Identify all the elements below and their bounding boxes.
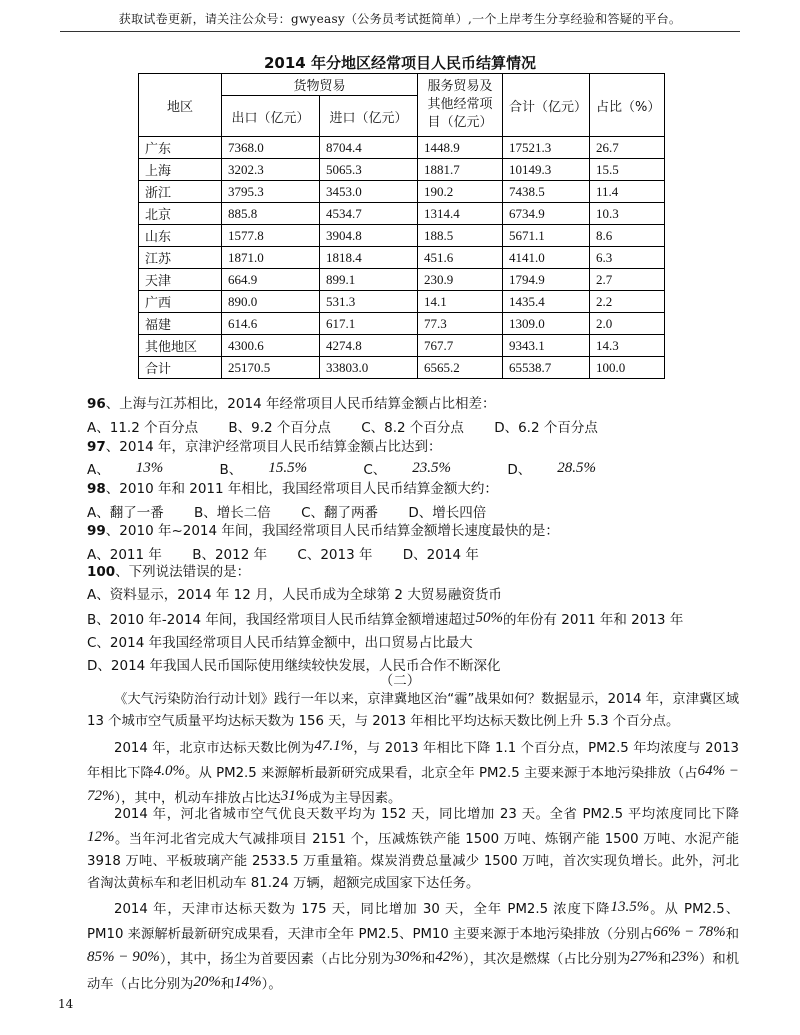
cell-import: 8704.4: [320, 137, 418, 159]
cell-export: 3202.3: [222, 159, 320, 181]
table-row: [139, 313, 665, 335]
table-row: [139, 247, 665, 269]
cell-region: 广东: [139, 137, 222, 159]
table-row: [139, 269, 665, 291]
cell-export: 885.8: [222, 203, 320, 225]
option-a: A、资料显示，2014 年 12 月，人民币成为全球第 2 大贸易融资货币: [87, 587, 502, 603]
question-text: 、上海与江苏相比，2014 年经常项目人民币结算金额占比相差：: [105, 396, 496, 412]
option-d: D、2014 年我国人民币国际使用继续较快发展，人民币合作不断深化: [87, 658, 501, 674]
cell-export: 25170.5: [222, 357, 320, 379]
cell-import: 3453.0: [320, 181, 418, 203]
col-header-total: 合计（亿元）: [503, 74, 590, 137]
table-row: [139, 203, 665, 225]
question-number: 100: [87, 564, 116, 580]
passage-paragraph-1: 《大气污染防治行动计划》践行一年以来，京津冀地区治“霾”战果如何？数据显示，2014 年，京津冀区域 13 个城市空气质量平均达标天数为 156 天，与 2013 年相比平均达标天数比例上升 5.3 个百分点。: [87, 692, 739, 729]
cell-total: 1309.0: [503, 313, 590, 335]
option-c-value: 23.5%: [412, 460, 452, 476]
cell-share: 10.3: [590, 203, 665, 225]
col-header-services: 服务贸易及其他经常项目（亿元）: [418, 74, 503, 137]
page-header-notice: 获取试卷更新，请关注公众号：gwyeasy（公务员考试挺简单）,一个上岸考生分享经验和答疑的平台。: [118, 12, 682, 26]
option-b: B、2012 年: [192, 547, 268, 563]
question-number: 98: [87, 481, 106, 497]
cell-total: 10149.3: [503, 159, 590, 181]
option-d: D、 28.5%: [507, 460, 596, 478]
cell-services: 188.5: [418, 225, 503, 247]
cell-services: 1881.7: [418, 159, 503, 181]
cell-import: 3904.8: [320, 225, 418, 247]
cell-export: 890.0: [222, 291, 320, 313]
cell-share: 2.0: [590, 313, 665, 335]
cell-total: 4141.0: [503, 247, 590, 269]
option-a: A、翻了一番: [87, 505, 164, 521]
table-row: [139, 137, 665, 159]
question-number: 96: [87, 396, 106, 412]
option-d: D、6.2 个百分点: [494, 420, 598, 436]
question-text: 、下列说法错误的是：: [115, 564, 251, 580]
question-text: 、2010 年~2014 年间，我国经常项目人民币结算金额增长速度最快的是：: [105, 523, 559, 539]
question-99: [87, 519, 727, 563]
question-96: [87, 392, 727, 436]
option-a: A、 13%: [87, 460, 164, 478]
cell-total: 1794.9: [503, 269, 590, 291]
col-header-share: 占比（%）: [590, 74, 665, 137]
cell-import: 4274.8: [320, 335, 418, 357]
cell-import: 33803.0: [320, 357, 418, 379]
cell-share: 2.7: [590, 269, 665, 291]
question-98: [87, 477, 727, 521]
cell-region: 合计: [139, 357, 222, 379]
passage-paragraph-2: 2014 年，北京市达标天数比例为47.1%，与 2013 年相比下降 1.1 个百分点，PM2.5 年均浓度与 2013 年相比下降4.0%。从 PM2.5 来源解析最新研究成果看，北京全年 PM2.5 主要来源于本地污染排放（占64% − 72%），其中，机动车排放占比达31%成为主导因素。: [87, 738, 740, 806]
option-d: D、2014 年: [402, 547, 479, 563]
cell-total: 5671.1: [503, 225, 590, 247]
cell-export: 7368.0: [222, 137, 320, 159]
cell-services: 14.1: [418, 291, 503, 313]
settlement-table: [138, 73, 665, 379]
cell-export: 3795.3: [222, 181, 320, 203]
cell-services: 767.7: [418, 335, 503, 357]
cell-region: 其他地区: [139, 335, 222, 357]
cell-export: 1577.8: [222, 225, 320, 247]
cell-region: 江苏: [139, 247, 222, 269]
question-number: 99: [87, 523, 106, 539]
cell-import: 899.1: [320, 269, 418, 291]
cell-share: 8.6: [590, 225, 665, 247]
cell-share: 14.3: [590, 335, 665, 357]
table-row: [139, 357, 665, 379]
option-c: C、翻了两番: [301, 505, 379, 521]
table-row: [139, 225, 665, 247]
option-c: C、2013 年: [297, 547, 373, 563]
option-b-value: 15.5%: [268, 460, 308, 476]
cell-region: 天津: [139, 269, 222, 291]
cell-services: 451.6: [418, 247, 503, 269]
cell-total: 9343.1: [503, 335, 590, 357]
cell-services: 1448.9: [418, 137, 503, 159]
table-row: [139, 335, 665, 357]
option-a: A、2011 年: [87, 547, 162, 563]
option-b-value: 50%: [475, 610, 503, 626]
option-c: C、2014 年我国经常项目人民币结算金额中，出口贸易占比最大: [87, 635, 473, 651]
option-b: B、2010 年-2014 年间，我国经常项目人民币结算金额增速超过50%的年份有 2011 年和 2013 年: [87, 610, 684, 628]
col-header-import: 进口（亿元）: [320, 96, 418, 137]
cell-region: 福建: [139, 313, 222, 335]
cell-export: 1871.0: [222, 247, 320, 269]
cell-region: 北京: [139, 203, 222, 225]
table-row: [139, 291, 665, 313]
section-marker: （二）: [379, 673, 421, 689]
question-100: [87, 561, 727, 678]
cell-share: 15.5: [590, 159, 665, 181]
option-a: A、11.2 个百分点: [87, 420, 199, 436]
header-divider: [60, 31, 740, 32]
cell-services: 1314.4: [418, 203, 503, 225]
page-number: 14: [58, 997, 74, 1011]
question-number: 97: [87, 439, 106, 455]
cell-total: 17521.3: [503, 137, 590, 159]
cell-export: 4300.6: [222, 335, 320, 357]
table-title: 2014 年分地区经常项目人民币结算情况: [264, 54, 536, 72]
cell-export: 664.9: [222, 269, 320, 291]
cell-share: 100.0: [590, 357, 665, 379]
cell-services: 190.2: [418, 181, 503, 203]
option-d-value: 28.5%: [557, 460, 596, 476]
cell-total: 7438.5: [503, 181, 590, 203]
col-header-export: 出口（亿元）: [222, 96, 320, 137]
cell-region: 山东: [139, 225, 222, 247]
question-text: 、2010 年和 2011 年相比，我国经常项目人民币结算金额大约：: [105, 481, 498, 497]
cell-total: 1435.4: [503, 291, 590, 313]
option-b: B、增长二倍: [194, 505, 271, 521]
cell-services: 77.3: [418, 313, 503, 335]
cell-region: 浙江: [139, 181, 222, 203]
cell-total: 65538.7: [503, 357, 590, 379]
passage-paragraph-3: 2014 年，河北省城市空气优良天数平均为 152 天，同比增加 23 天。全省 PM2.5 平均浓度同比下降12%。当年河北省完成大气减排项目 2151 个，压减炼铁产能 1500 万吨、炼钢产能 1500 万吨、水泥产能 3918 万吨、平板玻璃产能 2533.5 万重量箱。煤炭消费总量减少 1500 万吨，首次实现负增长。此外，河北省淘汰黄标车和老旧机动车 81.24 万辆，超额完成国家下达任务。: [87, 807, 739, 891]
col-header-goods: 货物贸易: [222, 74, 418, 96]
cell-import: 4534.7: [320, 203, 418, 225]
option-b: B、9.2 个百分点: [228, 420, 331, 436]
cell-region: 广西: [139, 291, 222, 313]
cell-import: 1818.4: [320, 247, 418, 269]
passage-paragraph-4: 2014 年，天津市达标天数为 175 天，同比增加 30 天，全年 PM2.5 浓度下降13.5%。从 PM2.5、PM10 来源解析最新研究成果看，天津市全年 PM2.5、PM10 主要来源于本地污染排放（分别占66% − 78%和85% − 90%），其中，扬尘为首要因素（占比分别为30%和42%），其次是燃煤（占比分别为27%和23%）和机动车（占比分别为20%和14%）。: [87, 899, 740, 992]
col-header-region: 地区: [139, 74, 222, 137]
cell-share: 11.4: [590, 181, 665, 203]
cell-share: 6.3: [590, 247, 665, 269]
cell-import: 617.1: [320, 313, 418, 335]
table-row: [139, 159, 665, 181]
cell-export: 614.6: [222, 313, 320, 335]
cell-total: 6734.9: [503, 203, 590, 225]
question-text: 、2014 年，京津沪经常项目人民币结算金额占比达到：: [105, 439, 442, 455]
cell-share: 26.7: [590, 137, 665, 159]
option-b: B、 15.5%: [219, 460, 308, 478]
option-d: D、增长四倍: [408, 505, 487, 521]
option-c: C、8.2 个百分点: [361, 420, 464, 436]
cell-region: 上海: [139, 159, 222, 181]
cell-import: 5065.3: [320, 159, 418, 181]
table-row: [139, 181, 665, 203]
question-97: [87, 435, 727, 478]
cell-services: 230.9: [418, 269, 503, 291]
option-a-value: 13%: [135, 460, 164, 476]
cell-share: 2.2: [590, 291, 665, 313]
cell-services: 6565.2: [418, 357, 503, 379]
option-c: C、 23.5%: [363, 460, 452, 478]
cell-import: 531.3: [320, 291, 418, 313]
